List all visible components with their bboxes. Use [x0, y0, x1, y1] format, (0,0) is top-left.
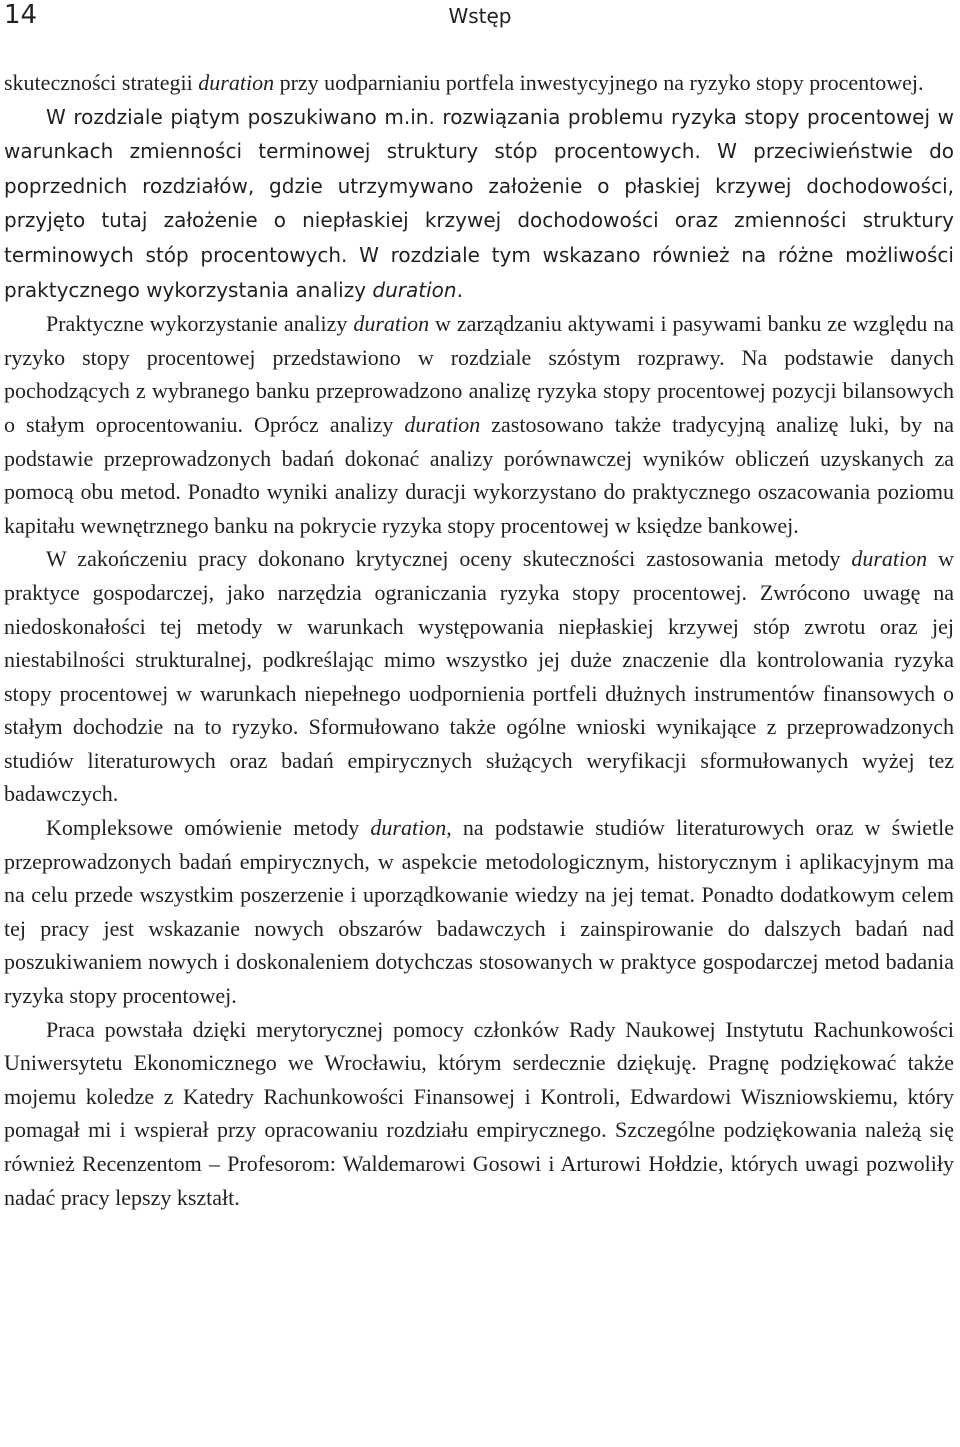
paragraph — [4, 542, 954, 811]
text-segment: W rozdziale piątym poszukiwano m.in. rozwiązania problemu ryzyka stopy procentowej w warunkach zmienności terminowej struktury stóp procentowych. W przeciwieństwie do poprzednich rozdziałów, gdzie utrzymywano założenie o płaskiej krzywej dochodowości, przyjęto tutaj założenie o niepłaskiej krzywej dochodowości oraz zmienności struktury terminowych stóp procentowych. W rozdziale tym wskazano również na różne możliwości praktycznego wykorzystania analizy — [4, 104, 954, 302]
italic-term: duration — [370, 815, 447, 841]
body-text — [4, 66, 954, 1214]
italic-term: duration — [353, 311, 430, 337]
paragraph — [4, 307, 954, 542]
paragraph — [4, 811, 954, 1013]
text-segment: , na podstawie studiów literaturowych oraz w świetle przeprowadzonych badań empirycznych, w aspekcie metodologicznym, historycznym i aplikacyjnym ma na celu przede wszystkim poszerzenie i uporządkowanie wiedzy na jej temat. Ponadto dodatkowym celem tej pracy jest wskazanie nowych obszarów badawczych i zainspirowanie do dalszych badań nad poszukiwaniem nowych i doskonaleniem dotychczas stosowanych w praktyce gospodarczej metod badania ryzyka stopy procentowej. — [4, 815, 954, 1009]
italic-term: duration — [851, 546, 928, 572]
paragraph — [4, 100, 954, 308]
paragraph — [4, 1013, 954, 1215]
text-segment: . — [456, 277, 463, 302]
text-segment: w zarządzaniu aktywami i pasywami banku ze względu na ryzyko stopy procentowej przedstawiono w rozdziale szóstym rozprawy. Na podstawie danych pochodzących z wybranego banku przeprowadzono analizę ryzyka stopy procentowej pozycji bilansowych o stałym oprocentowaniu. Oprócz analizy — [4, 311, 955, 437]
italic-term: duration — [198, 70, 275, 95]
text-segment: W zakończeniu pracy dokonano krytycznej oceny skuteczności zastosowania metody — [46, 546, 852, 572]
text-segment: Praktyczne wykorzystanie analizy — [46, 311, 354, 337]
text-segment: skuteczności strategii — [4, 70, 199, 95]
text-segment: zastosowano także tradycyjną analizę luki, by na podstawie przeprowadzonych badań dokonać analizy porównawczej wyników obliczeń uzyskanych za pomocą obu metod. Ponadto wyniki analizy duracji wykorzystano do praktycznego oszacowania poziomu kapitału wewnętrznego banku na pokrycie ryzyka stopy procentowej w księdze bankowej. — [4, 411, 954, 538]
page-number: 14 — [4, 0, 38, 30]
text-segment: Praca powstała dzięki merytorycznej pomocy członków Rady Naukowej Instytutu Rachunkowości Uniwersytetu Ekonomicznego we Wrocławiu, którym serdecznie dziękuję. Pragnę podziękować także mojemu koledze z Katedry Rachunkowości Finansowej i Kontroli, Edwardowi Wiszniowskiemu, który pomagał mi i wspierał przy opracowaniu rozdziału empirycznego. Szczególne podziękowania należą się również Recenzentom – Profesorom: Waldemarowi Gosowi i Arturowi Hołdzie, których uwagi pozwoliły nadać pracy lepszy kształt. — [4, 1016, 954, 1210]
running-head: Wstęp — [448, 4, 512, 28]
italic-term: duration — [404, 411, 481, 437]
text-segment: Kompleksowe omówienie metody — [46, 815, 371, 841]
italic-term: duration — [372, 277, 457, 302]
text-segment: przy uodparnianiu portfela inwestycyjnego na ryzyko stopy procentowej. — [274, 70, 924, 95]
text-segment: w praktyce gospodarczej, jako narzędzia ograniczania ryzyka stopy procentowej. Zwrócono uwagę na niedoskonałości tej metody w warunkach występowania niepłaskiej krzywej stóp zwrotu oraz jej niestabilności strukturalnej, podkreślając mimo wszystko jej duże znaczenie dla kontrolowania ryzyka stopy procentowej w warunkach niepełnego uodpornienia portfeli dłużnych instrumentów finansowych o stałym dochodzie na to ryzyko. Sformułowano także ogólne wnioski wynikające z przeprowadzonych studiów literaturowych oraz badań empirycznych służących weryfikacji sformułowanych wyżej tez badawczych. — [4, 546, 954, 807]
paragraph — [4, 66, 954, 100]
